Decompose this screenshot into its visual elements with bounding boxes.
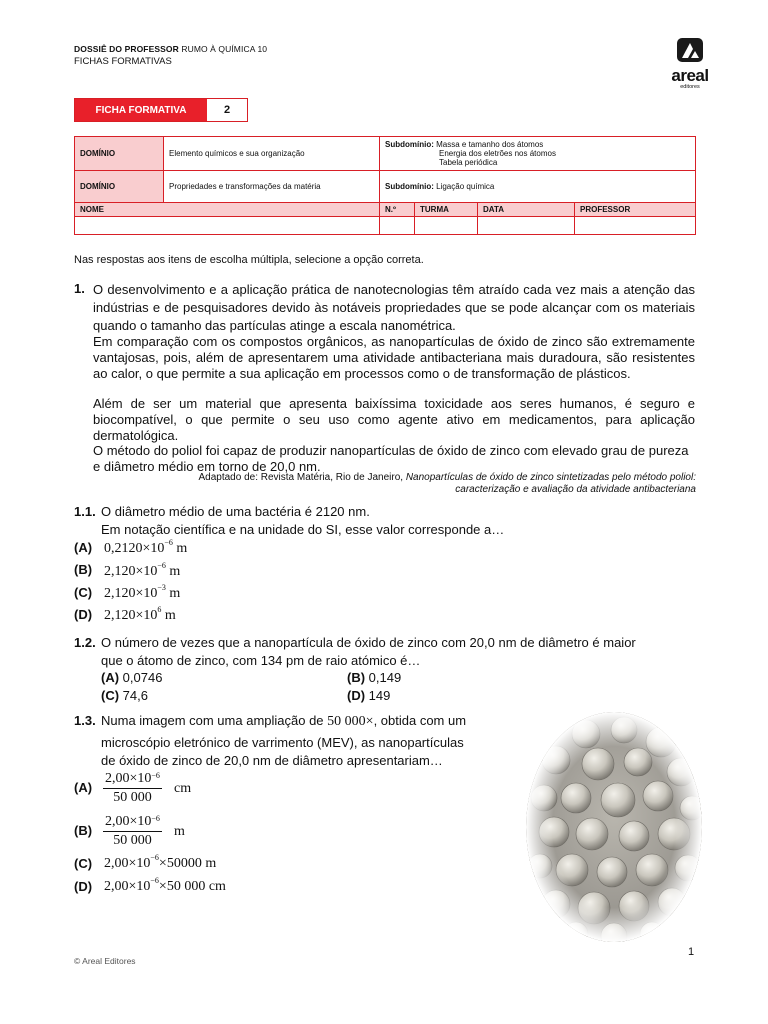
dominio-label-2: DOMÍNIO [75, 171, 164, 203]
q13-line-3: de óxido de zinco de 20,0 nm de diâmetro apresentariam… [101, 753, 443, 768]
ficha-label: FICHA FORMATIVA [75, 99, 207, 121]
q12-option-c[interactable]: (C) 74,6 [101, 688, 148, 703]
subdominio-label-2: Subdomínio: [385, 182, 434, 191]
col-numero: N.º [380, 203, 415, 217]
q12-option-d[interactable]: (D) 149 [347, 688, 391, 703]
q13-option-a-fraction[interactable]: $\frac{2,00\times 10^{-6}}{50 000}$ [105, 771, 160, 805]
subdominio-line-1: Massa e tamanho dos átomos [436, 140, 544, 149]
professor-field[interactable] [575, 217, 696, 235]
q1-number: 1. [74, 281, 85, 296]
areal-logo-icon [660, 36, 720, 66]
q13-option-b-unit: m [174, 824, 185, 839]
logo-subtext: editores [680, 84, 700, 90]
q13-option-b-fraction[interactable]: $\frac{2,00\times 10^{-6}}{50 000}$ [105, 814, 160, 848]
dominio-value-1: Elemento químicos e sua organização [164, 137, 380, 171]
subdominio-1 [380, 137, 696, 171]
source-title-1: Nanopartículas de óxido de zinco sintetizadas pelo método poliol: [405, 472, 696, 483]
col-turma: TURMA [415, 203, 478, 217]
logo-text: areal [671, 66, 709, 85]
q12-option-a[interactable]: (A) 0,0746 [101, 670, 163, 685]
q11-option-d[interactable]: $2,120\times 10^6$ m [104, 605, 176, 623]
subdominio-2 [380, 171, 696, 203]
source-title-2: caracterização e avaliação da atividade antibacteriana [455, 484, 696, 495]
q12-line-1: O número de vezes que a nanopartícula de óxido de zinco com 20,0 nm de diâmetro é maior [101, 635, 636, 650]
q12-line-2: que o átomo de zinco, com 134 pm de raio atómico é… [101, 653, 421, 668]
col-professor: PROFESSOR [575, 203, 696, 217]
q13-line-1: Numa imagem com uma ampliação de 50 000×, obtida com um [101, 713, 467, 729]
q13-option-a-unit: cm [174, 781, 192, 796]
q13-line-2: microscópio eletrónico de varrimento (MEV), as nanopartículas [101, 735, 464, 750]
q13-option-d[interactable]: $2,00\times 10^{-6}\times 50$ 000 cm [104, 876, 226, 894]
numero-field[interactable] [380, 217, 415, 235]
q11-option-a-label[interactable]: (A) [74, 540, 93, 555]
q1-paragraph-2: Em comparação com os compostos orgânicos, as nanopartículas de óxido de zinco são extremamente vantajosas, pois, além de apresentarem uma atividade antibacteriana mais duradoura, são resistentes ao calor, o que permite a sua aplicação em processos como o de transformação de plásticos. [93, 334, 695, 381]
col-nome: NOME [75, 203, 380, 217]
instructions: Nas respostas aos itens de escolha múltipla, selecione a opção correta. [74, 254, 424, 266]
subdominio-label-1: Subdomínio: [385, 140, 434, 149]
q13-option-c-label[interactable]: (C) [74, 856, 93, 871]
q12-number: 1.2. [74, 635, 96, 650]
nome-field[interactable] [75, 217, 380, 235]
brand-bold: DOSSIÊ DO PROFESSOR [74, 44, 179, 54]
q11-option-b[interactable]: $2,120\times 10^{-6}$ m [104, 561, 181, 579]
q11-option-a[interactable]: $0,2120\times 10^{-6}$ m [104, 538, 188, 556]
q1-paragraph-3: Além de ser um material que apresenta baixíssima toxicidade aos seres humanos, é seguro e biocompatível, o que permite o seu uso como agente ativo em medicamentos, para aplicação dermatológica. [93, 396, 695, 443]
q13-option-b-label[interactable]: (B) [74, 823, 93, 838]
subdominio-value-2: Ligação química [436, 182, 495, 191]
page-number: 1 [688, 946, 695, 958]
brand-rest: RUMO À QUÍMICA 10 [178, 44, 268, 54]
domain-table [74, 136, 696, 235]
q12-option-b[interactable]: (B) 0,149 [347, 670, 402, 685]
q11-option-b-label[interactable]: (B) [74, 562, 93, 577]
q1-paragraph-4: O método do poliol foi capaz de produzir nanopartículas de óxido de zinco com elevado grau de pureza e diâmetro médio em torno de 20,0 nm. [93, 443, 689, 474]
col-data: DATA [478, 203, 575, 217]
header-brand [74, 44, 267, 54]
dominio-label-1: DOMÍNIO [75, 137, 164, 171]
q1-paragraph-1: O desenvolvimento e a aplicação prática de nanotecnologias têm atraído cada vez mais a atenção das indústrias e de pesquisadores devido às notáveis propriedades que se pode alcançar com os materiais quando o tamanho das partículas atinge a escala nanométrica. [93, 282, 695, 333]
areal-logo [660, 36, 720, 90]
q11-line-2: Em notação científica e na unidade do SI, esse valor corresponde a… [101, 522, 505, 537]
header-subtitle: FICHAS FORMATIVAS [74, 56, 172, 67]
dominio-value-2: Propriedades e transformações da matéria [164, 171, 380, 203]
subdominio-line-3: Tabela periódica [439, 158, 498, 167]
q11-number: 1.1. [74, 504, 96, 519]
turma-field[interactable] [415, 217, 478, 235]
copyright: © Areal Editores [74, 956, 136, 966]
q11-option-c[interactable]: $2,120\times 10^{-3}$ m [104, 583, 181, 601]
q13-number: 1.3. [74, 713, 96, 728]
subdominio-line-2: Energia dos eletrões nos átomos [439, 149, 556, 158]
data-field[interactable] [478, 217, 575, 235]
source-prefix: Adaptado de: Revista Matéria, Rio de Janeiro, [198, 472, 406, 483]
q11-option-d-label[interactable]: (D) [74, 607, 93, 622]
q11-line-1: O diâmetro médio de uma bactéria é 2120 nm. [101, 504, 370, 519]
q13-option-a-label[interactable]: (A) [74, 780, 93, 795]
zno-nanoparticles-image [526, 712, 702, 942]
ficha-badge [74, 98, 248, 122]
q1-source [198, 472, 696, 496]
q11-option-c-label[interactable]: (C) [74, 585, 93, 600]
q13-option-d-label[interactable]: (D) [74, 879, 93, 894]
ficha-number: 2 [223, 104, 231, 116]
q13-option-c[interactable]: $2,00\times 10^{-6}\times 50000$ m [104, 853, 217, 871]
